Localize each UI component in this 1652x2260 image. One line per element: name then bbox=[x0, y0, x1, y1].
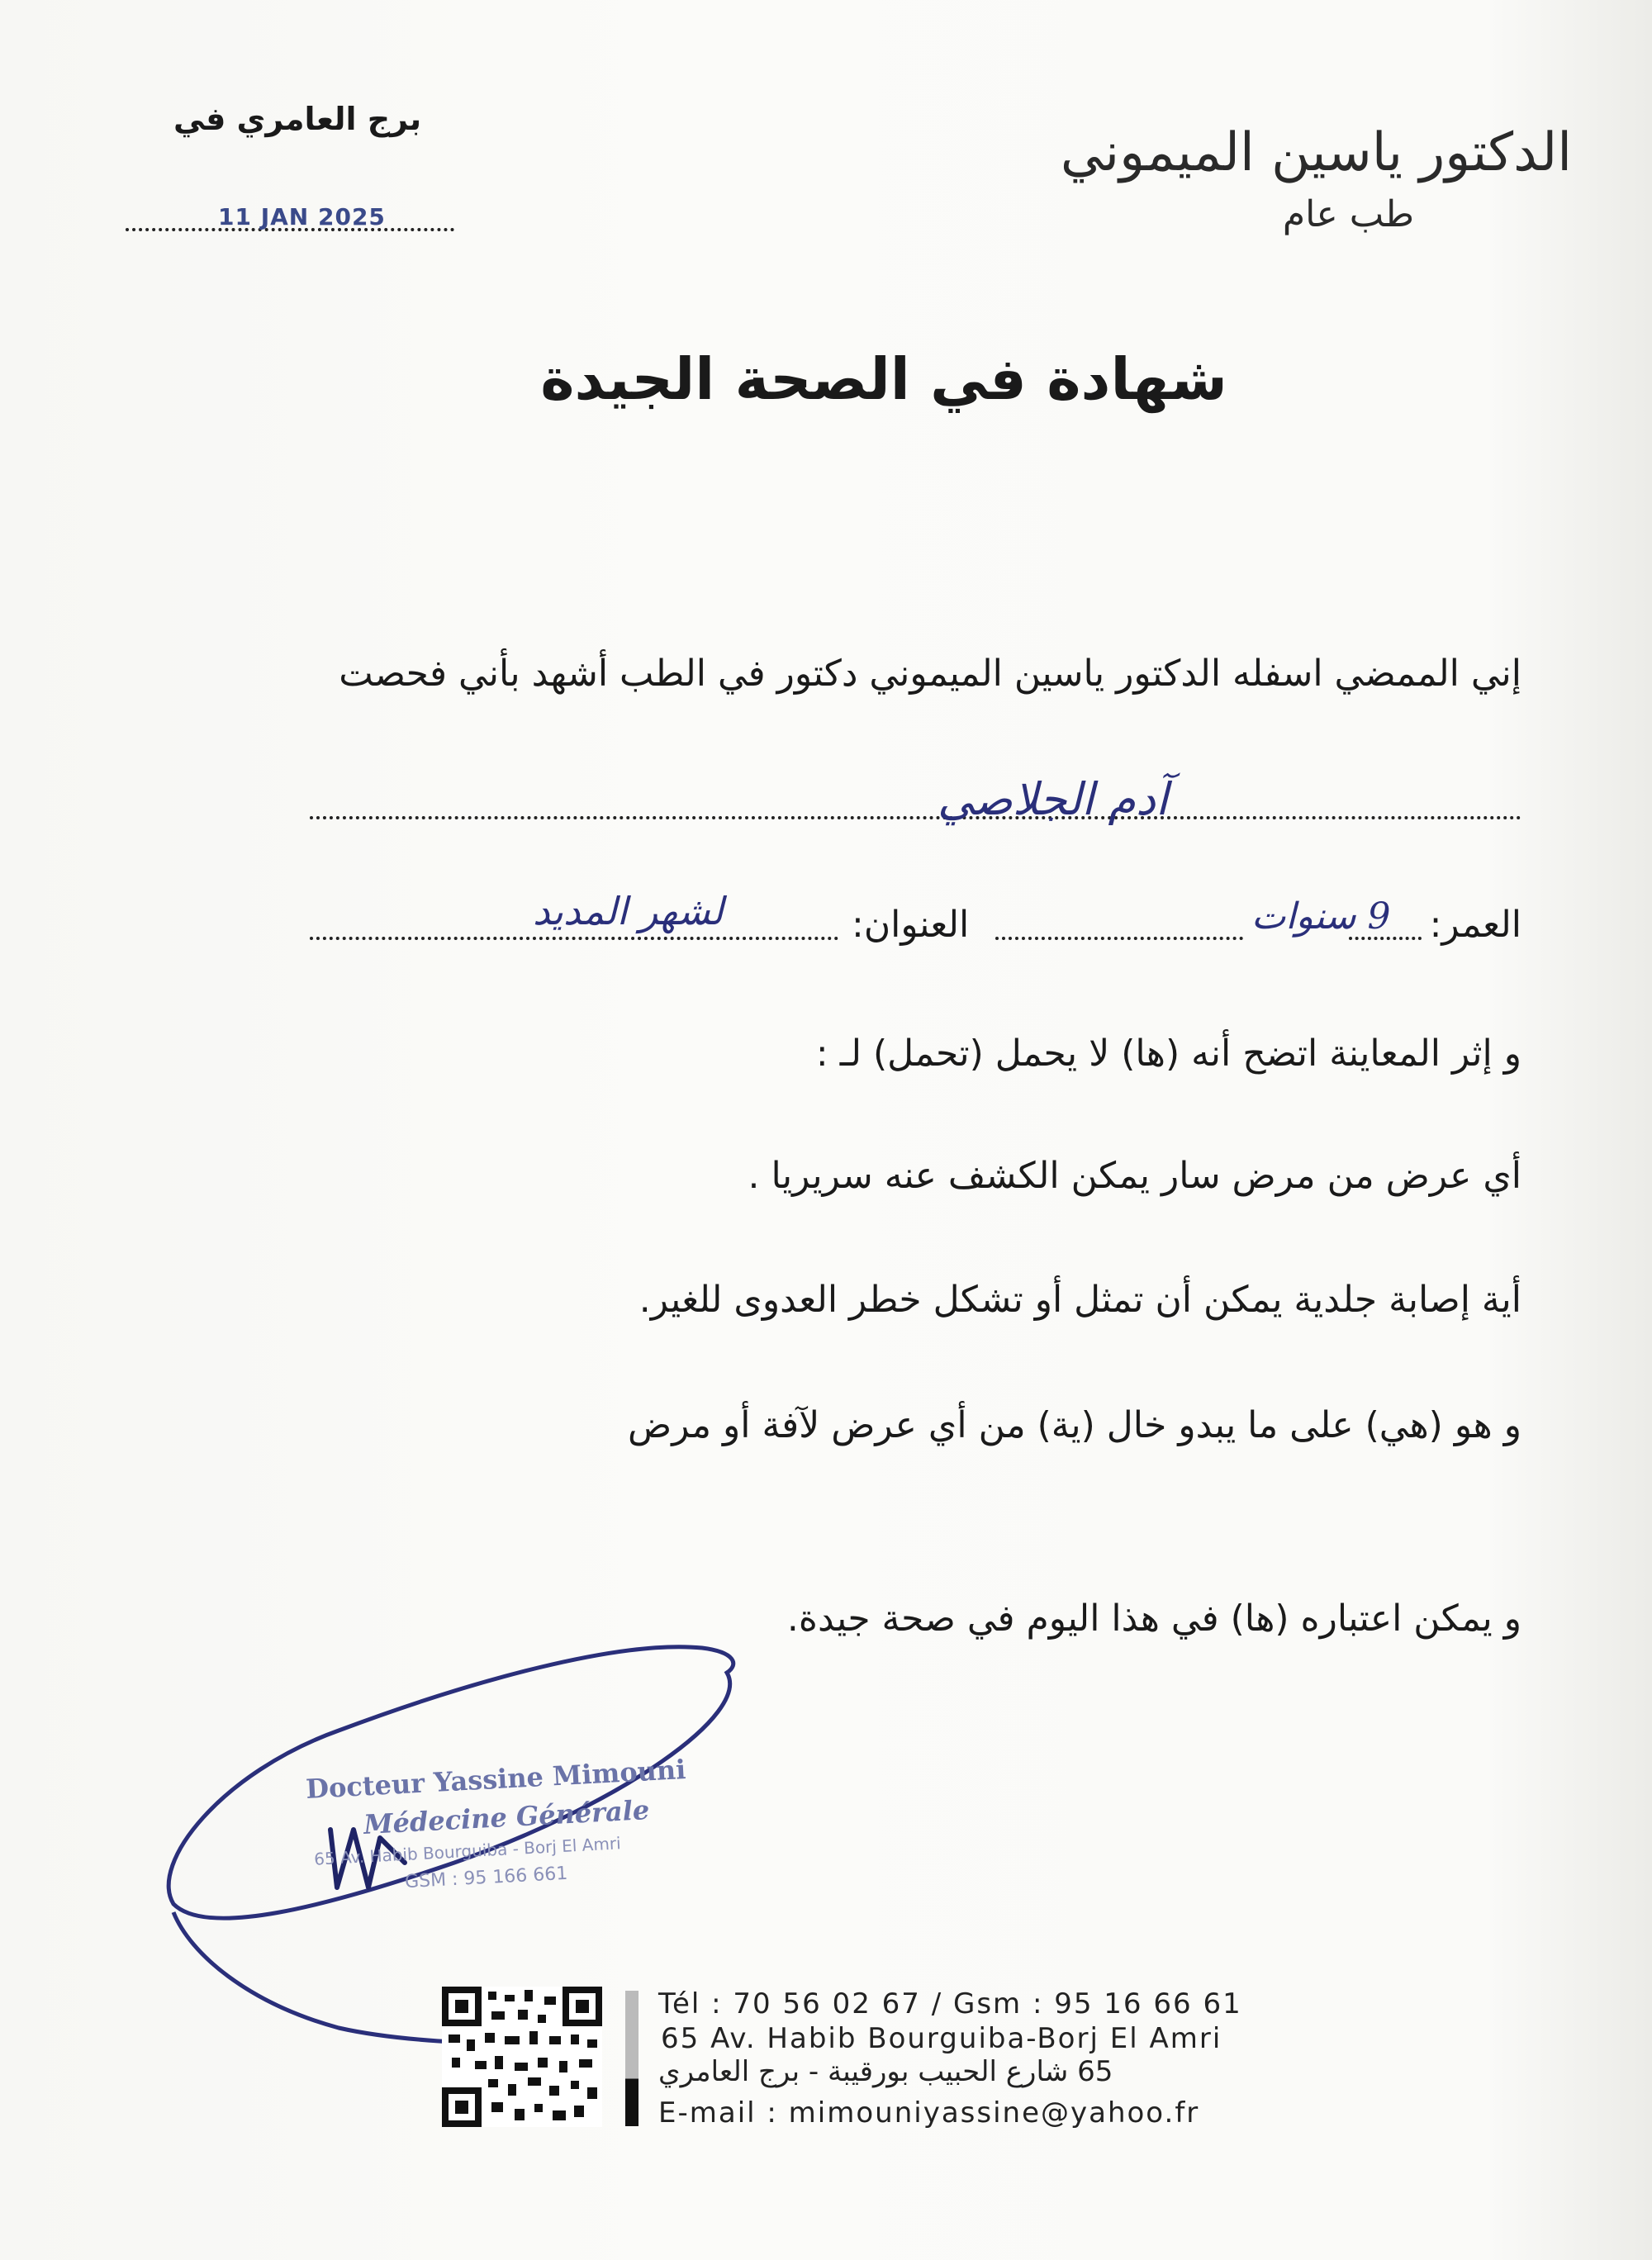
footer-phone: Tél : 70 56 02 67 / Gsm : 95 16 66 61 bbox=[658, 1987, 1242, 2020]
free-line: و هو (هي) على ما يبدو خال (ية) من أي عرض لآفة أو مرض bbox=[628, 1404, 1521, 1446]
date-stamp: 11 JAN 2025 bbox=[218, 203, 386, 230]
patient-name-value: آدم الجلاصي bbox=[938, 773, 1169, 825]
address-label: العنوان: bbox=[852, 904, 970, 946]
doctor-name: الدكتور ياسين الميموني bbox=[1060, 122, 1572, 183]
place-label: برج العامري في bbox=[173, 101, 422, 137]
exam-line: و إثر المعاينة اتضح أنه (ها) لا يحمل (تحمل) لـ : bbox=[815, 1033, 1521, 1075]
intro-line: إني الممضي اسفله الدكتور ياسين الميموني دكتور في الطب أشهد بأني فحصت bbox=[339, 653, 1521, 695]
page-title: شهادة في الصحة الجيدة bbox=[540, 345, 1227, 413]
conclusion-line: و يمكن اعتباره (ها) في هذا اليوم في صحة جيدة. bbox=[786, 1598, 1521, 1640]
symptom-line: أي عرض من مرض سار يمكن الكشف عنه سريريا . bbox=[748, 1155, 1521, 1197]
stamp-line-3: 65 Av. Habib Bourguiba - Borj El Amri bbox=[313, 1833, 622, 1869]
skin-line: أية إصابة جلدية يمكن أن تمثل أو تشكل خطر العدوى للغير. bbox=[638, 1279, 1521, 1321]
qr-code-icon bbox=[442, 1987, 602, 2127]
age-address-row bbox=[310, 889, 1521, 958]
age-label: العمر: bbox=[1429, 904, 1521, 946]
age-value: 9 سنوات bbox=[1251, 895, 1391, 938]
patient-name-dotted-line bbox=[310, 816, 1521, 819]
stamp-line-4: GSM : 95 166 661 bbox=[404, 1863, 568, 1893]
footer-email: E-mail : mimouniyassine@yahoo.fr bbox=[658, 2096, 1200, 2129]
footer-divider bbox=[625, 1991, 638, 2126]
stamp-line-1: Docteur Yassine Mimouni bbox=[305, 1753, 687, 1806]
address-dotted-line bbox=[310, 937, 838, 940]
footer-address-ar: 65 شارع الحبيب بورقيبة - برج العامري bbox=[658, 2055, 1113, 2088]
patient-name-field bbox=[310, 773, 1521, 834]
doctor-specialty: طب عام bbox=[1282, 193, 1414, 235]
stamp-line-2: Médecine Générale bbox=[363, 1793, 651, 1841]
footer-address-fr: 65 Av. Habib Bourguiba-Borj El Amri bbox=[661, 2022, 1222, 2055]
address-value: لشهر المديد bbox=[533, 889, 724, 933]
date-line bbox=[126, 203, 454, 233]
age-dotted-line-2 bbox=[995, 937, 1243, 940]
